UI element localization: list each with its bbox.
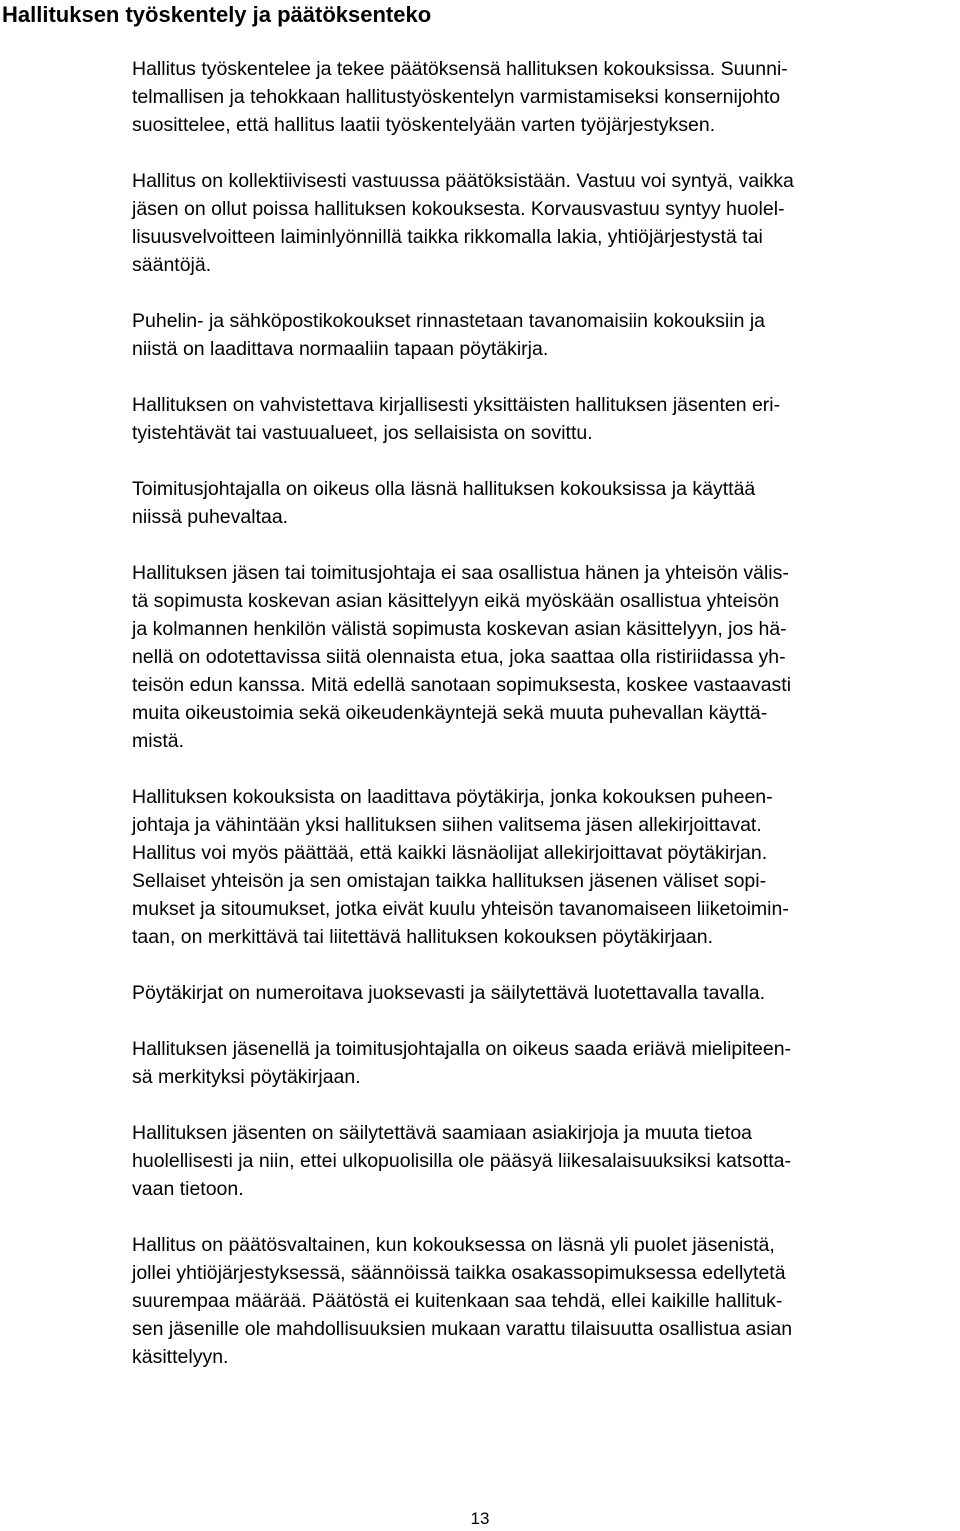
paragraph-quorum: Hallitus on päätösvaltainen, kun kokouksessa on läsnä yli puolet jäsenistä, jollei yhtiöjärjestyksessä, säännöissä taikka osakassopimuksessa edellytetä suurempaa määrää. Päätöstä ei kuitenkaan saa tehdä, ellei kaikille hallituk- sen jäsenille ole mahdollisuuksien mukaan varattu tilaisuutta osallistua asian käsittelyyn. bbox=[132, 1234, 793, 1368]
paragraph-conflict-of-interest: Hallituksen jäsen tai toimitusjohtaja ei saa osallistua hänen ja yhteisön välis- tä sopimusta koskevan asian käsittelyyn eikä myöskään osallistua yhteisön ja kolmannen henkilön välistä sopimusta koskevan asian käsittelyyn, jos hä- nellä on odotettavissa siitä olennaista etua, joka saattaa olla ristiriidassa yh- teisön edun kanssa. Mitä edellä sanotaan sopimuksesta, koskee vastaavasti muita oikeustoimia sekä oikeudenkäyntejä sekä muuta puhevallan käyttä- mistä. bbox=[132, 562, 792, 752]
paragraph-ceo-right: Toimitusjohtajalla on oikeus olla läsnä hallituksen kokouksissa ja käyttää niissä puhevaltaa. bbox=[132, 478, 756, 528]
paragraph-minutes-numbering: Pöytäkirjat on numeroitava juoksevasti ja säilytettävä luotettavalla tavalla. bbox=[132, 982, 765, 1004]
paragraph-collective-responsibility: Hallitus on kollektiivisesti vastuussa päätöksistään. Vastuu voi syntyä, vaikka jäsen on ollut poissa hallituksen kokouksesta. Korvausvastuu syntyy huolel- lisuusvelvoitteen laiminlyönnillä taikka rikkomalla lakia, yhtiöjärjestystä tai sääntöjä. bbox=[132, 170, 794, 276]
paragraph-dissenting-opinion: Hallituksen jäsenellä ja toimitusjohtajalla on oikeus saada eriävä mielipiteen- sä merkityksi pöytäkirjaan. bbox=[132, 1038, 792, 1088]
paragraph-confidentiality: Hallituksen jäsenten on säilytettävä saamiaan asiakirjoja ja muuta tietoa huolellisesti ja niin, ettei ulkopuolisilla ole pääsyä liikesalaisuuksiksi katsotta- vaan tietoon. bbox=[132, 1122, 792, 1200]
paragraph-meeting-minutes: Hallituksen kokouksista on laadittava pöytäkirja, jonka kokouksen puheen- johtaja ja vähintään yksi hallituksen siihen valitsema jäsen allekirjoittavat. Hallitus voi myös päättää, että kaikki läsnäolijat allekirjoittavat pöytäkirjan. Sellaiset yhteisön ja sen omistajan taikka hallituksen jäsenen väliset sopi- mukset ja sitoumukset, jotka eivät kuulu yhteisön tavanomaiseen liiketoimin- taan, on merkittävä tai liitettävä hallituksen kokouksen pöytäkirjaan. bbox=[132, 786, 789, 948]
page-number: 13 bbox=[470, 1509, 490, 1528]
paragraph-phone-email-meetings: Puhelin- ja sähköpostikokoukset rinnastetaan tavanomaisiin kokouksiin ja niistä on laadittava normaaliin tapaan pöytäkirja. bbox=[132, 310, 766, 360]
paragraph-special-duties: Hallituksen on vahvistettava kirjallisesti yksittäisten hallituksen jäsenten eri- tyistehtävät tai vastuualueet, jos sellaisista on sovittu. bbox=[132, 394, 781, 444]
body-text bbox=[132, 55, 958, 1399]
section-heading: Hallituksen työskentely ja päätöksenteko bbox=[2, 2, 432, 27]
paragraph-board-work: Hallitus työskentelee ja tekee päätöksensä hallituksen kokouksissa. Suunni- telmallisen ja tehokkaan hallitustyöskentelyn varmistamiseksi konsernijohto suosittelee, että hallitus laatii työskentelyään varten työjärjestyksen. bbox=[132, 58, 788, 136]
